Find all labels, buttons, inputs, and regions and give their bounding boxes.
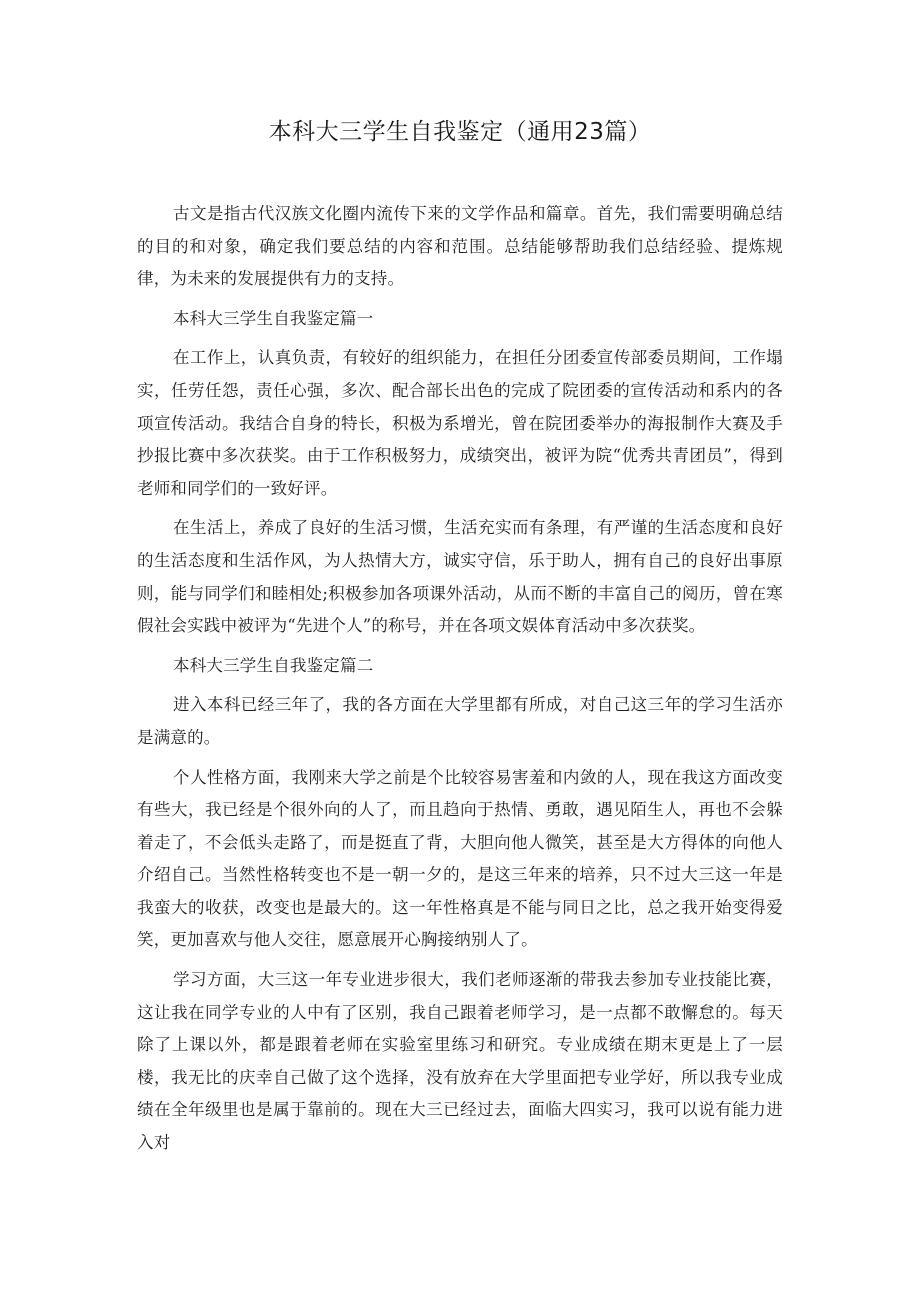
paragraph: 在生活上，养成了良好的生活习惯，生活充实而有条理，有严谨的生活态度和良好的生活态度和生活作风，为人热情大方，诚实守信，乐于助人，拥有自己的良好出事原则，能与同学们和睦相处;积极参加各项课外活动，从而不断的丰富自己的阅历，曾在寒假社会实践中被评为“先进个人”的称号，并在各项文娱体育活动中多次获奖。 <box>137 518 783 636</box>
document-body <box>137 198 783 1167</box>
paragraph: 在工作上，认真负责，有较好的组织能力，在担任分团委宣传部委员期间，工作塌实，任劳任怨，责任心强，多次、配合部长出色的完成了院团委的宣传活动和系内的各项宣传活动。我结合自身的特长，积极为系增光，曾在院团委举办的海报制作大赛及手抄报比赛中多次获奖。由于工作积极努力，成绩突出，被评为院“优秀共青团员”，得到老师和同学们的一致好评。 <box>137 348 783 498</box>
paragraph: 学习方面，大三这一年专业进步很大，我们老师逐渐的带我去参加专业技能比赛，这让我在同学专业的人中有了区别，我自己跟着老师学习，是一点都不敢懈怠的。每天除了上课以外，都是跟着老师在实验室里练习和研究。专业成绩在期末更是上了一层楼，我无比的庆幸自己做了这个选择，没有放弃在大学里面把专业学好，所以我专业成绩在全年级里也是属于靠前的。现在大三已经过去，面临大四实习，我可以说有能力进入对 <box>137 970 783 1153</box>
paragraph: 进入本科已经三年了，我的各方面在大学里都有所成，对自己这三年的学习生活亦是满意的。 <box>137 695 783 747</box>
document-title: 本科大三学生自我鉴定（通用23篇） <box>268 119 652 145</box>
intro-paragraph: 古文是指古代汉族文化圈内流传下来的文学作品和篇章。首先，我们需要明确总结的目的和对象，确定我们要总结的内容和范围。总结能够帮助我们总结经验、提炼规律，为未来的发展提供有力的支持。 <box>137 204 783 289</box>
section-heading-2: 本科大三学生自我鉴定篇二 <box>173 655 374 675</box>
section-heading-1: 本科大三学生自我鉴定篇一 <box>173 308 374 328</box>
paragraph: 个人性格方面，我刚来大学之前是个比较容易害羞和内敛的人，现在我这方面改变有些大，我已经是个很外向的人了，而且趋向于热情、勇敢，遇见陌生人，再也不会躲着走了，不会低头走路了，而是挺直了背，大胆向他人微笑，甚至是大方得体的向他人介绍自己。当然性格转变也不是一朝一夕的，是这三年来的培养，只不过大三这一年是我蛮大的收获，改变也是最大的。这一年性格真是不能与同日之比，总之我开始变得爱笑，更加喜欢与他人交往，愿意展开心胸接纳别人了。 <box>137 767 783 950</box>
